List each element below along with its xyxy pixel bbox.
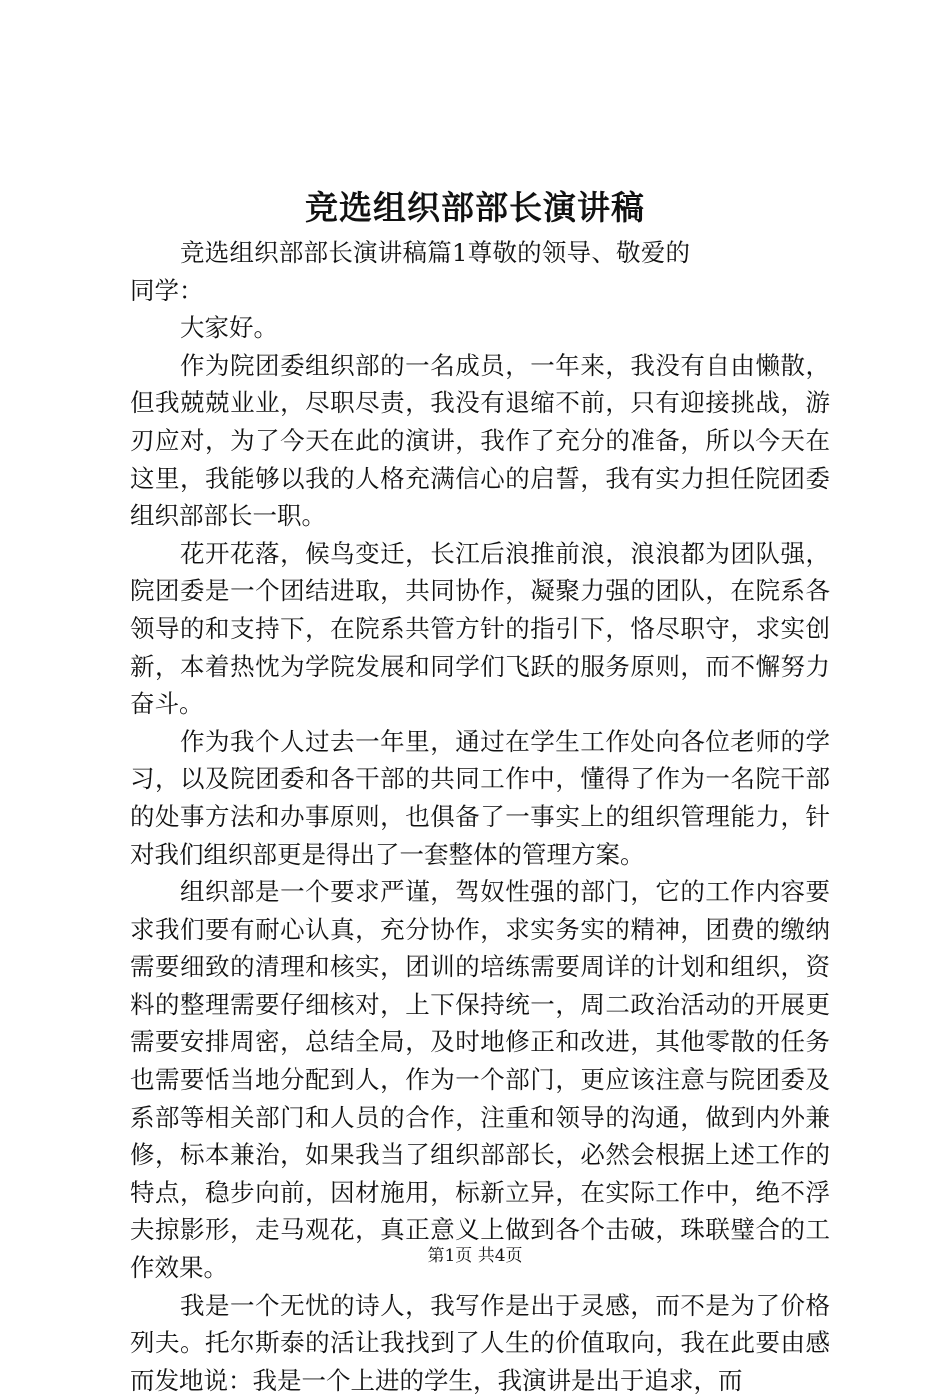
document-body [130,234,830,1399]
paragraph-introduction: 作为院团委组织部的一名成员，一年来，我没有自由懒散，但我兢兢业业，尽职尽责，我没有退缩不前，只有迎接挑战，游刃应对，为了今天在此的演讲，我作了充分的准备，所以今天在这里，我能够以我的人格充满信心的启誓，我有实力担任院团委组织部部长一职。 [130,350,830,531]
document-title: 竞选组织部部长演讲稿 [305,188,645,227]
paragraph-greeting: 大家好。 [180,313,278,343]
paragraph-closing: 我是一个无忧的诗人，我写作是出于灵感，而不是为了价格列夫。托尔斯泰的活让我找到了人生的价值取向，我在此要由感而发地说：我是一个上进的学生，我演讲是出于追求，而 [130,1290,830,1395]
paragraph-experience: 作为我个人过去一年里，通过在学生工作处向各位老师的学习，以及院团委和各干部的共同工作中，懂得了作为一名院干部的处事方法和办事原则，也俱备了一事实上的组织管理能力，针对我们组织部更是得出了一套整体的管理方案。 [130,726,830,869]
page-number-footer: 第1页 共4页 [427,1246,523,1266]
paragraph-department-work: 组织部是一个要求严谨，驾奴性强的部门，它的工作内容要求我们要有耐心认真，充分协作，求实务实的精神，团费的缴纳需要细致的清理和核实，团训的培练需要周详的计划和组织，资料的整理需要仔细核对，上下保持统一，周二政治活动的开展更需要安排周密，总结全局，及时地修正和改进，其他零散的任务也需要恬当地分配到人，作为一个部门，更应该注意与院团委及系部等相关部门和人员的合作，注重和领导的沟通，做到内外兼修，标本兼治，如果我当了组织部部长，必然会根据上述工作的特点，稳步向前，因材施用，标新立异，在实际工作中，绝不浮夫掠影形，走马观花，真正意义上做到各个击破，珠联璧合的工作效果。 [130,877,830,1283]
paragraph-team: 花开花落，候鸟变迁，长江后浪推前浪，浪浪都为团队强，院团委是一个团结进取，共同协作，凝聚力强的团队，在院系各领导的和支持下，在院系共管方针的指引下，恪尽职守，求实创新，本着热忱为学院发展和同学们飞跃的服务原则，而不懈努力奋斗。 [130,538,830,719]
paragraph-salutation: 竞选组织部部长演讲稿篇1尊敬的领导、敬爱的同学： [130,238,690,305]
